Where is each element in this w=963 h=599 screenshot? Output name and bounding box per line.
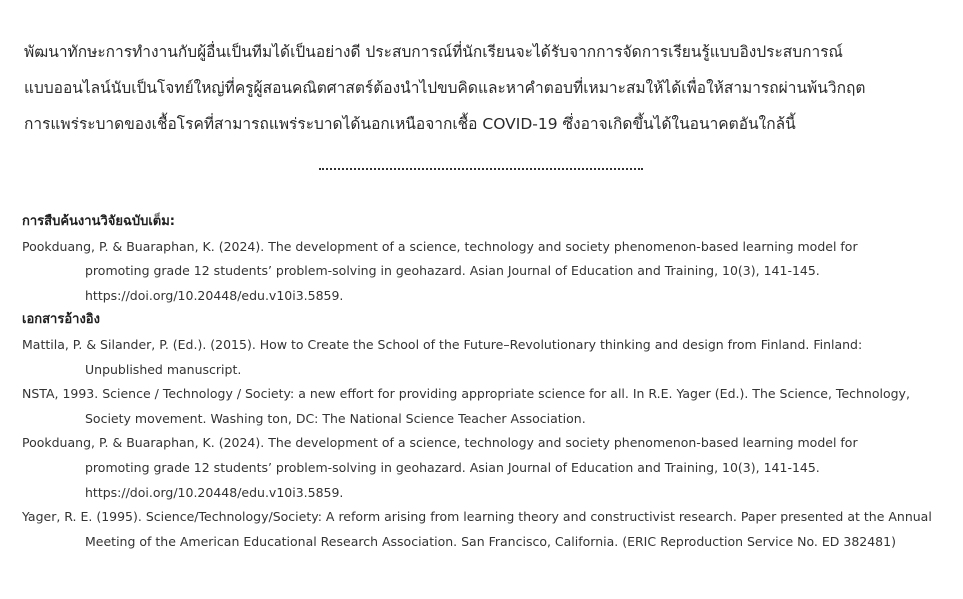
reference-line: Mattila, P. & Silander, P. (Ed.). (2015). How to Create the School of the Future–Revolutionary thinking and design from Finland. Finland: — [22, 336, 863, 352]
reference-line: Yager, R. E. (1995). Science/Technology/Society: A reform arising from learning theory and constructivist research. Paper presented at the Annual — [22, 509, 932, 525]
reference-line: Pookduang, P. & Buaraphan, K. (2024). The development of a science, technology and society phenomenon-based learning model for — [22, 435, 858, 451]
reference-line: Meeting of the American Educational Research Association. San Francisco, California. (ERIC Reproduction Service No. ED 382481) — [85, 533, 896, 549]
intro-paragraph — [24, 34, 944, 142]
reference-line: Pookduang, P. & Buaraphan, K. (2024). The development of a science, technology and society phenomenon-based learning model for — [22, 238, 858, 254]
dotted-divider — [319, 168, 643, 170]
full-research-entry — [22, 235, 947, 309]
intro-line: การแพร่ระบาดของเชื้อโรคที่สามารถแพร่ระบาดได้นอกเหนือจากเชื้อ COVID-19 ซึ่งอาจเกิดขึ้นได้ในอนาคตอันใกล้นี้ — [24, 115, 796, 133]
reference-link[interactable]: https://doi.org/10.20448/edu.v10i3.5859. — [85, 484, 344, 500]
reference-entry — [22, 505, 947, 554]
references-heading: เอกสารอ้างอิง — [22, 312, 100, 328]
reference-link[interactable]: https://doi.org/10.20448/edu.v10i3.5859. — [85, 287, 344, 303]
intro-line: แบบออนไลน์นับเป็นโจทย์ใหญ่ที่ครูผู้สอนคณิตศาสตร์ต้องนำไปขบคิดและหาคำตอบที่เหมาะสมให้ได้เพื่อให้สามารถผ่านพ้นวิกฤต — [24, 79, 866, 97]
reference-line: promoting grade 12 students’ problem-solving in geohazard. Asian Journal of Education and Training, 10(3), 141-145. — [85, 263, 820, 279]
reference-line: promoting grade 12 students’ problem-solving in geohazard. Asian Journal of Education and Training, 10(3), 141-145. — [85, 459, 820, 475]
reference-line: Unpublished manuscript. — [85, 361, 242, 377]
reference-line: NSTA, 1993. Science / Technology / Society: a new effort for providing appropriate science for all. In R.E. Yager (Ed.). The Science, Technology, — [22, 386, 910, 402]
reference-entry — [22, 333, 947, 382]
reference-entry — [22, 431, 947, 505]
full-research-heading: การสืบค้นงานวิจัยฉบับเต็ม: — [22, 214, 176, 229]
reference-line: Society movement. Washing ton, DC: The National Science Teacher Association. — [85, 410, 586, 426]
reference-entry — [22, 382, 947, 431]
intro-line: พัฒนาทักษะการทำงานกับผู้อื่นเป็นทีมได้เป็นอย่างดี ประสบการณ์ที่นักเรียนจะได้รับจากการจัดการเรียนรู้แบบอิงประสบการณ์ — [24, 43, 843, 61]
references-section — [22, 208, 947, 554]
